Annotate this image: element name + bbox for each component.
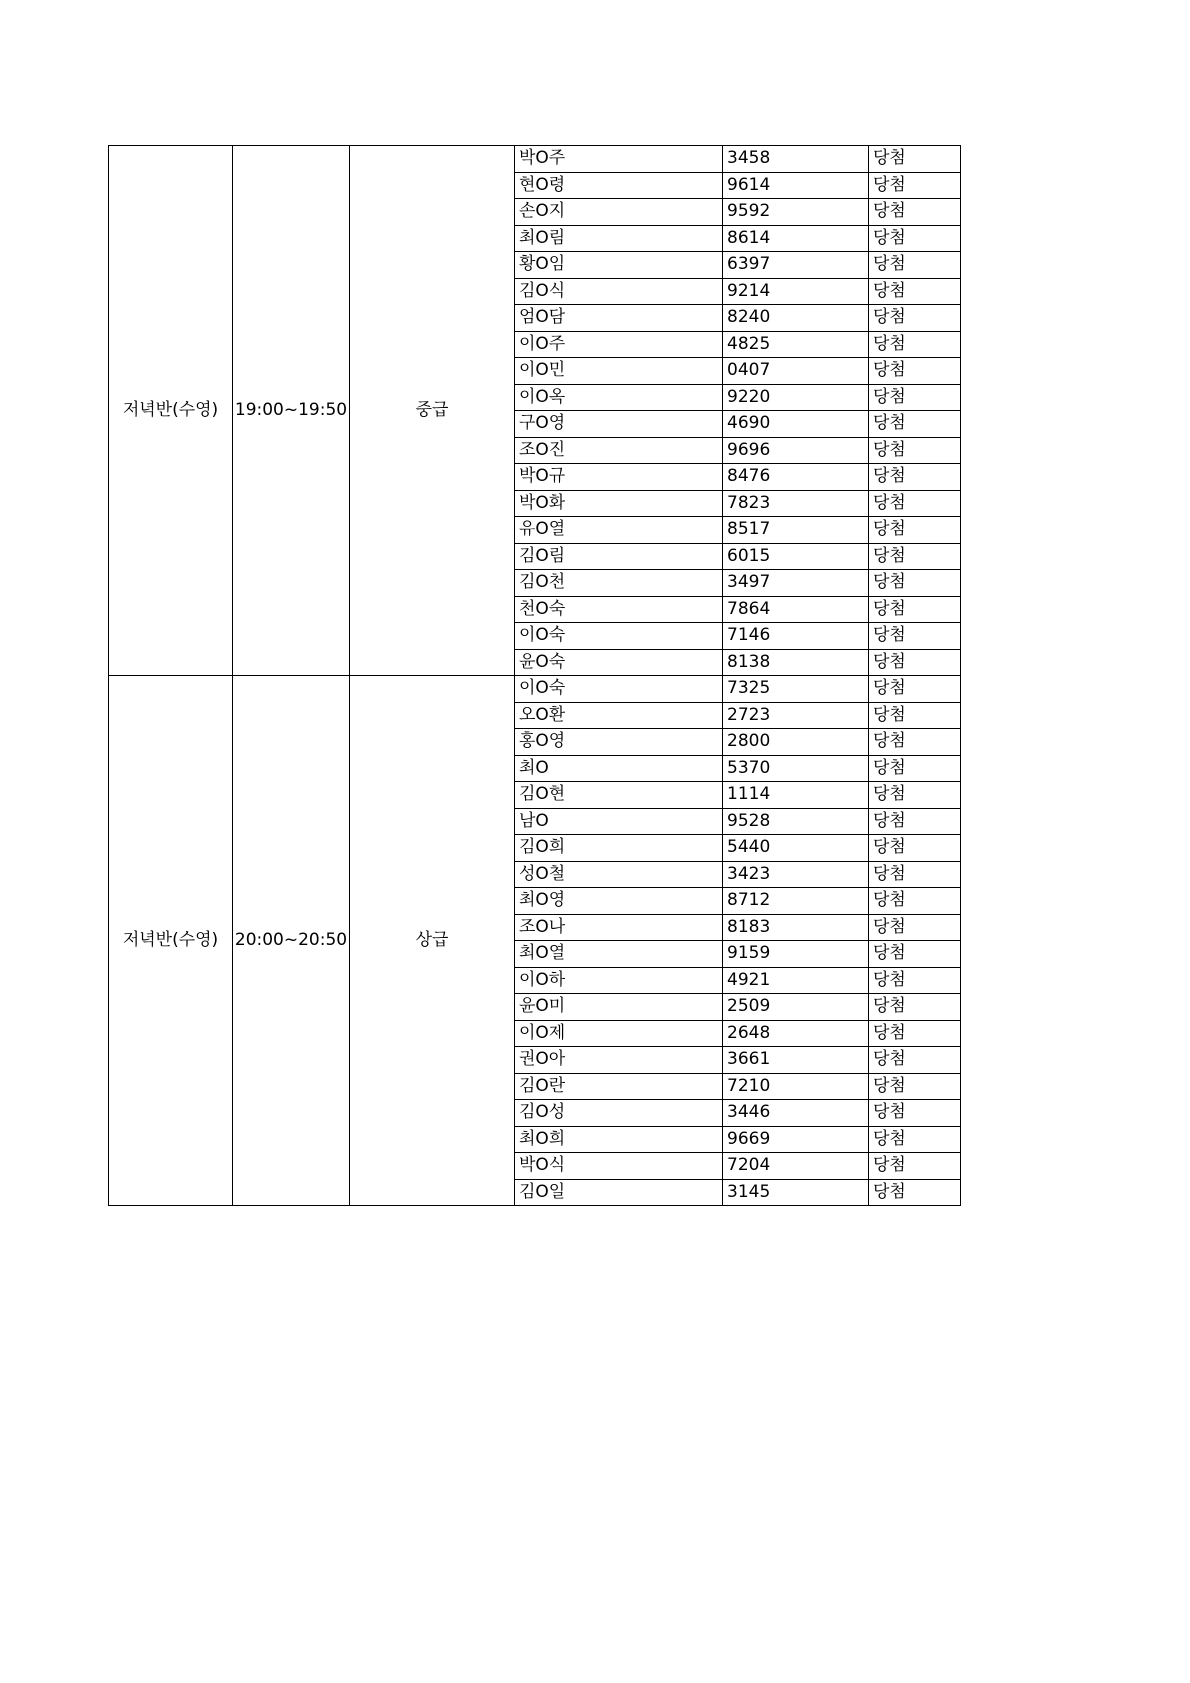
phone-last-digits-cell: 3446 (723, 1100, 869, 1127)
phone-last-digits-cell: 8183 (723, 914, 869, 941)
phone-last-digits-cell: 9669 (723, 1126, 869, 1153)
applicant-name-cell: 남O (515, 808, 723, 835)
applicant-name-cell: 김O천 (515, 570, 723, 597)
phone-last-digits-cell: 9214 (723, 278, 869, 305)
applicant-name-cell: 이O주 (515, 331, 723, 358)
lottery-result-cell: 당첨 (869, 358, 961, 385)
applicant-name-cell: 손O지 (515, 199, 723, 226)
applicant-name-cell: 성O철 (515, 861, 723, 888)
applicant-name-cell: 최O희 (515, 1126, 723, 1153)
lottery-result-cell: 당첨 (869, 1047, 961, 1074)
lottery-result-cell: 당첨 (869, 941, 961, 968)
lottery-result-cell: 당첨 (869, 199, 961, 226)
lottery-result-table-body (109, 146, 961, 1206)
phone-last-digits-cell: 8138 (723, 649, 869, 676)
lottery-result-cell: 당첨 (869, 411, 961, 438)
lottery-result-cell: 당첨 (869, 808, 961, 835)
phone-last-digits-cell: 6015 (723, 543, 869, 570)
lottery-result-cell: 당첨 (869, 649, 961, 676)
phone-last-digits-cell: 8240 (723, 305, 869, 332)
lottery-result-cell: 당첨 (869, 437, 961, 464)
phone-last-digits-cell: 6397 (723, 252, 869, 279)
phone-last-digits-cell: 0407 (723, 358, 869, 385)
class-time-cell: 20:00~20:50 (233, 676, 350, 1206)
phone-last-digits-cell: 8712 (723, 888, 869, 915)
phone-last-digits-cell: 9614 (723, 172, 869, 199)
applicant-name-cell: 엄O담 (515, 305, 723, 332)
lottery-result-cell: 당첨 (869, 782, 961, 809)
lottery-result-cell: 당첨 (869, 1100, 961, 1127)
lottery-result-cell: 당첨 (869, 172, 961, 199)
applicant-name-cell: 윤O숙 (515, 649, 723, 676)
lottery-result-cell: 당첨 (869, 278, 961, 305)
phone-last-digits-cell: 3145 (723, 1179, 869, 1206)
phone-last-digits-cell: 9592 (723, 199, 869, 226)
lottery-result-cell: 당첨 (869, 596, 961, 623)
phone-last-digits-cell: 3497 (723, 570, 869, 597)
phone-last-digits-cell: 5370 (723, 755, 869, 782)
phone-last-digits-cell: 4921 (723, 967, 869, 994)
lottery-result-table (108, 145, 961, 1206)
applicant-name-cell: 이O숙 (515, 676, 723, 703)
lottery-result-cell: 당첨 (869, 888, 961, 915)
applicant-name-cell: 이O옥 (515, 384, 723, 411)
lottery-result-cell: 당첨 (869, 994, 961, 1021)
phone-last-digits-cell: 8476 (723, 464, 869, 491)
phone-last-digits-cell: 2800 (723, 729, 869, 756)
phone-last-digits-cell: 2648 (723, 1020, 869, 1047)
applicant-name-cell: 김O희 (515, 835, 723, 862)
lottery-result-cell: 당첨 (869, 1073, 961, 1100)
applicant-name-cell: 구O영 (515, 411, 723, 438)
applicant-name-cell: 최O영 (515, 888, 723, 915)
lottery-result-cell: 당첨 (869, 517, 961, 544)
lottery-result-cell: 당첨 (869, 702, 961, 729)
applicant-name-cell: 박O식 (515, 1153, 723, 1180)
lottery-result-cell: 당첨 (869, 861, 961, 888)
table-row (109, 146, 961, 173)
applicant-name-cell: 김O란 (515, 1073, 723, 1100)
applicant-name-cell: 황O임 (515, 252, 723, 279)
applicant-name-cell: 박O주 (515, 146, 723, 173)
lottery-result-cell: 당첨 (869, 1179, 961, 1206)
lottery-result-cell: 당첨 (869, 331, 961, 358)
class-name-cell: 저녁반(수영) (109, 676, 233, 1206)
phone-last-digits-cell: 8517 (723, 517, 869, 544)
lottery-result-cell: 당첨 (869, 914, 961, 941)
lottery-result-cell: 당첨 (869, 384, 961, 411)
applicant-name-cell: 조O진 (515, 437, 723, 464)
applicant-name-cell: 권O아 (515, 1047, 723, 1074)
applicant-name-cell: 박O규 (515, 464, 723, 491)
phone-last-digits-cell: 3458 (723, 146, 869, 173)
lottery-result-cell: 당첨 (869, 623, 961, 650)
phone-last-digits-cell: 2723 (723, 702, 869, 729)
phone-last-digits-cell: 7864 (723, 596, 869, 623)
applicant-name-cell: 최O림 (515, 225, 723, 252)
applicant-name-cell: 오O환 (515, 702, 723, 729)
applicant-name-cell: 이O제 (515, 1020, 723, 1047)
applicant-name-cell: 천O숙 (515, 596, 723, 623)
applicant-name-cell: 김O식 (515, 278, 723, 305)
phone-last-digits-cell: 4690 (723, 411, 869, 438)
phone-last-digits-cell: 3661 (723, 1047, 869, 1074)
applicant-name-cell: 이O숙 (515, 623, 723, 650)
lottery-result-cell: 당첨 (869, 252, 961, 279)
applicant-name-cell: 이O민 (515, 358, 723, 385)
phone-last-digits-cell: 4825 (723, 331, 869, 358)
applicant-name-cell: 유O열 (515, 517, 723, 544)
applicant-name-cell: 현O령 (515, 172, 723, 199)
phone-last-digits-cell: 7204 (723, 1153, 869, 1180)
class-name-cell: 저녁반(수영) (109, 146, 233, 676)
lottery-result-cell: 당첨 (869, 464, 961, 491)
phone-last-digits-cell: 7823 (723, 490, 869, 517)
lottery-result-cell: 당첨 (869, 543, 961, 570)
phone-last-digits-cell: 8614 (723, 225, 869, 252)
applicant-name-cell: 이O하 (515, 967, 723, 994)
phone-last-digits-cell: 7210 (723, 1073, 869, 1100)
lottery-result-cell: 당첨 (869, 305, 961, 332)
applicant-name-cell: 조O나 (515, 914, 723, 941)
phone-last-digits-cell: 5440 (723, 835, 869, 862)
phone-last-digits-cell: 9159 (723, 941, 869, 968)
lottery-result-cell: 당첨 (869, 1153, 961, 1180)
applicant-name-cell: 김O성 (515, 1100, 723, 1127)
phone-last-digits-cell: 9528 (723, 808, 869, 835)
lottery-result-cell: 당첨 (869, 1020, 961, 1047)
lottery-result-cell: 당첨 (869, 570, 961, 597)
phone-last-digits-cell: 7325 (723, 676, 869, 703)
phone-last-digits-cell: 3423 (723, 861, 869, 888)
lottery-result-cell: 당첨 (869, 835, 961, 862)
applicant-name-cell: 최O열 (515, 941, 723, 968)
lottery-result-cell: 당첨 (869, 676, 961, 703)
lottery-result-cell: 당첨 (869, 729, 961, 756)
phone-last-digits-cell: 9696 (723, 437, 869, 464)
lottery-result-cell: 당첨 (869, 1126, 961, 1153)
lottery-result-cell: 당첨 (869, 755, 961, 782)
lottery-result-cell: 당첨 (869, 490, 961, 517)
applicant-name-cell: 박O화 (515, 490, 723, 517)
applicant-name-cell: 윤O미 (515, 994, 723, 1021)
lottery-result-cell: 당첨 (869, 967, 961, 994)
phone-last-digits-cell: 7146 (723, 623, 869, 650)
applicant-name-cell: 최O (515, 755, 723, 782)
phone-last-digits-cell: 9220 (723, 384, 869, 411)
class-level-cell: 상급 (350, 676, 515, 1206)
lottery-result-cell: 당첨 (869, 225, 961, 252)
lottery-result-cell: 당첨 (869, 146, 961, 173)
applicant-name-cell: 김O현 (515, 782, 723, 809)
phone-last-digits-cell: 2509 (723, 994, 869, 1021)
class-level-cell: 중급 (350, 146, 515, 676)
class-time-cell: 19:00~19:50 (233, 146, 350, 676)
table-row (109, 676, 961, 703)
applicant-name-cell: 김O림 (515, 543, 723, 570)
applicant-name-cell: 김O일 (515, 1179, 723, 1206)
applicant-name-cell: 홍O영 (515, 729, 723, 756)
phone-last-digits-cell: 1114 (723, 782, 869, 809)
